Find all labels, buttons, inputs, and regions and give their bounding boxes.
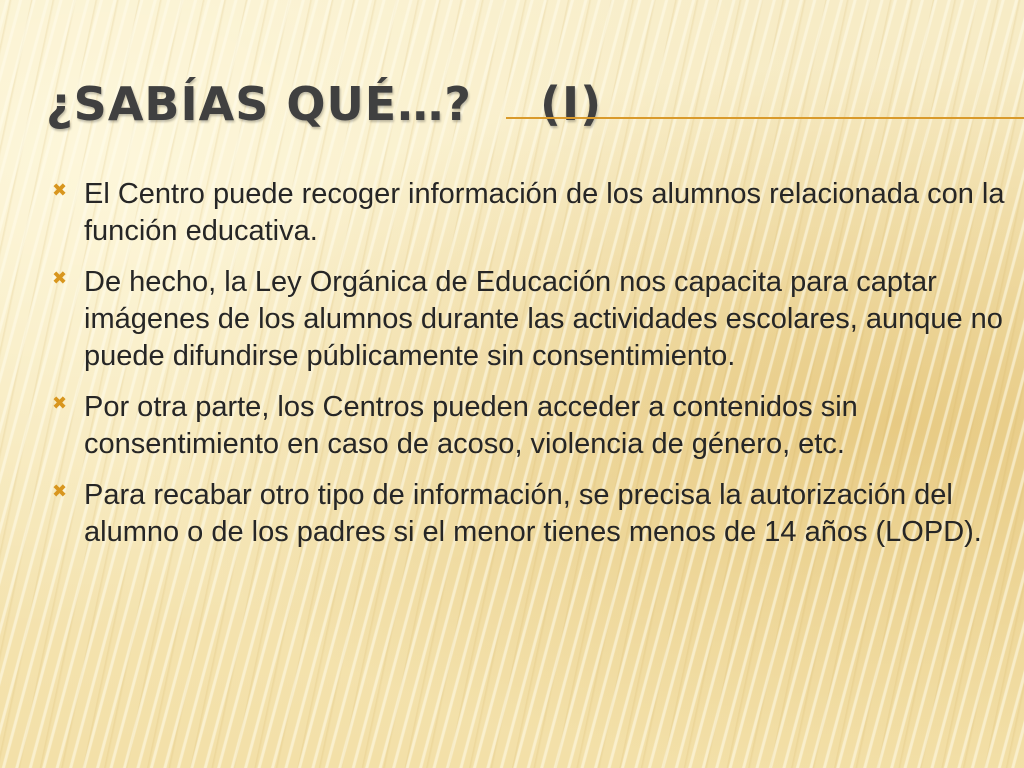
bullet-text: El Centro puede recoger información de los alumnos relacionada con la función educativa. [84,178,1005,247]
bullet-item [46,176,1014,250]
bullet-item [46,477,1014,551]
title-area [46,74,1024,134]
x-mark-icon: ✖ [52,268,68,289]
bullet-item [46,389,1014,463]
bullet-text: Para recabar otro tipo de información, se precisa la autorización del alumno o de los padres si el menor tienes menos de 14 años (LOPD). [84,479,982,548]
bullet-item [46,264,1014,375]
bullet-text: De hecho, la Ley Orgánica de Educación nos capacita para captar imágenes de los alumnos durante las actividades escolares, aunque no puede difundirse públicamente sin consentimiento. [84,266,1003,372]
bullet-text: Por otra parte, los Centros pueden acceder a contenidos sin consentimiento en caso de acoso, violencia de género, etc. [84,391,858,460]
x-mark-icon: ✖ [52,393,68,414]
slide-title: ¿SABÍAS QUÉ…? (I) [46,77,603,131]
x-mark-icon: ✖ [52,481,68,502]
x-mark-icon: ✖ [52,180,68,201]
title-underline [506,117,1024,119]
bullet-list [46,176,1014,565]
